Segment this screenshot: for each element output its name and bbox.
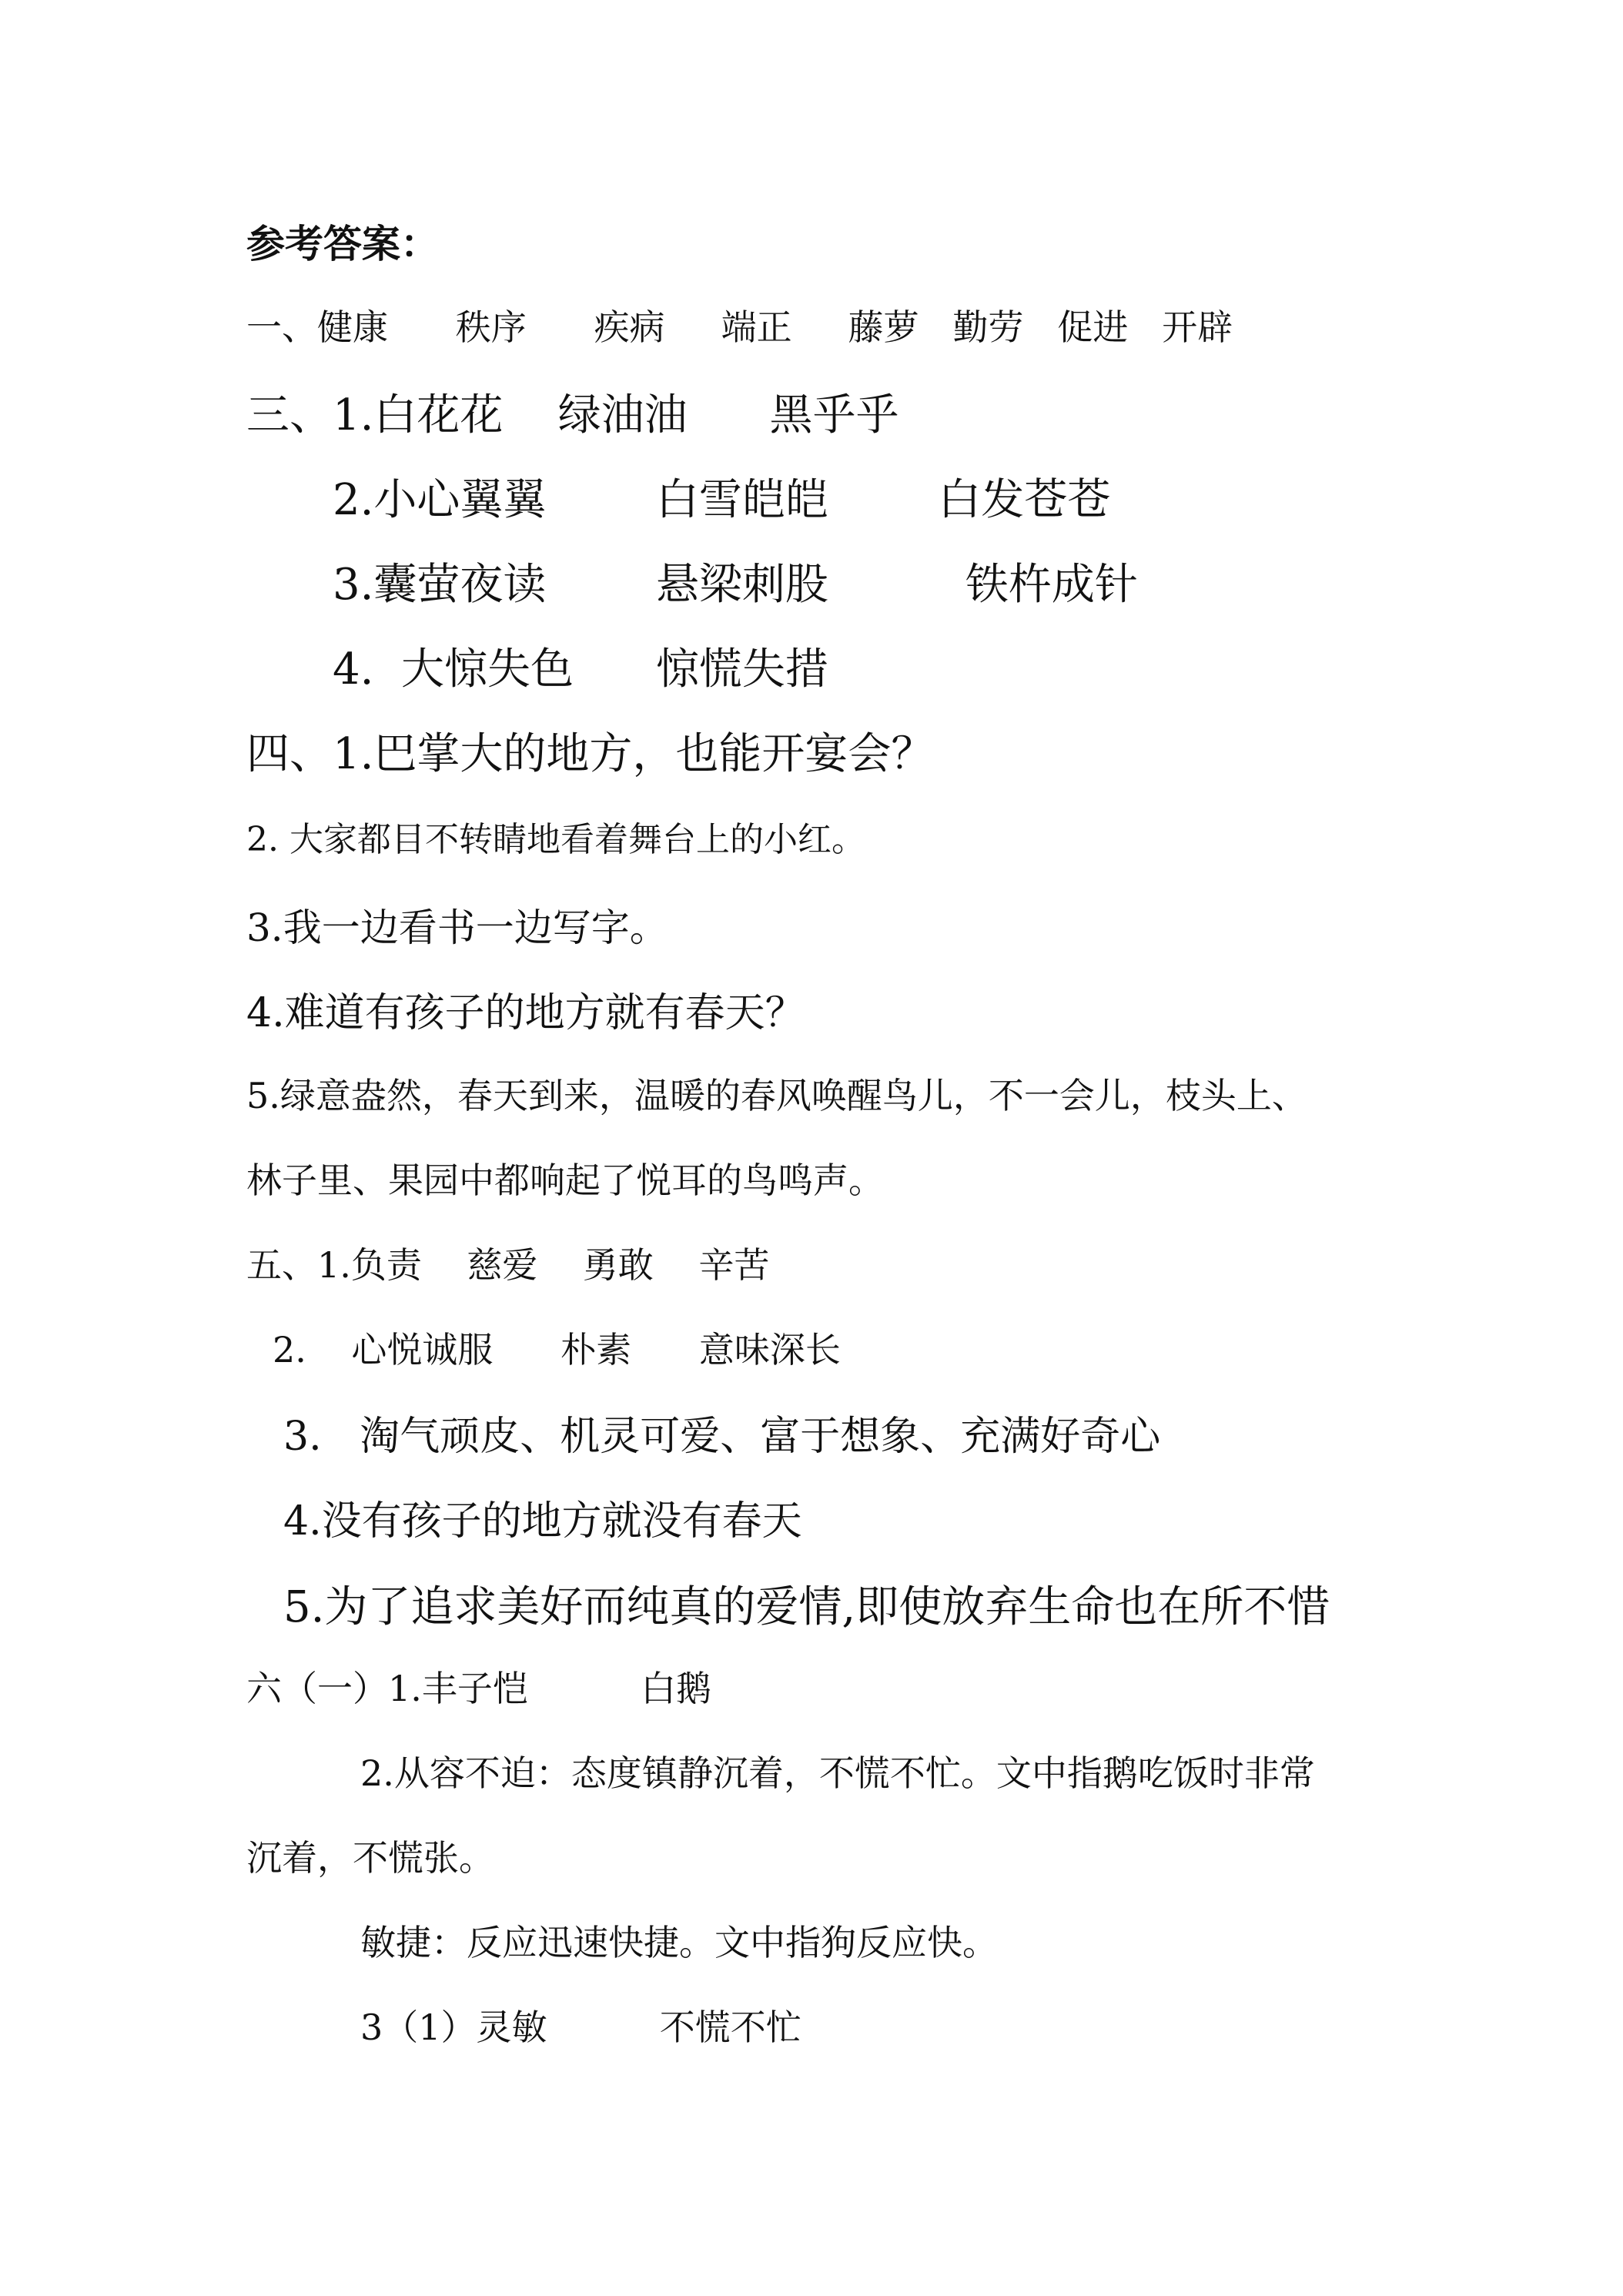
answer-line: 一、健康 秩序 疾病 端正 藤萝 勤劳 促进 开辟: [246, 306, 1233, 348]
answer-line: 5.绿意盎然，春天到来，温暖的春风唤醒鸟儿，不一会儿，枝头上、: [246, 1075, 1307, 1116]
answer-line: 六（一）1.丰子恺 白鹅: [246, 1668, 712, 1709]
answer-line: 5.为了追求美好而纯真的爱情,即使放弃生命也在所不惜: [283, 1582, 1330, 1632]
answer-line: 五、1.负责 慈爱 勇敢 辛苦: [246, 1244, 770, 1286]
answer-line: 2.从容不迫：态度镇静沉着，不慌不忙。文中指鹅吃饭时非常: [360, 1752, 1315, 1794]
answer-line: 敏捷：反应迅速快捷。文中指狗反应快。: [360, 1922, 998, 1963]
answer-line: 四、1.巴掌大的地方，也能开宴会？: [246, 729, 935, 779]
answer-line: 3. 淘气顽皮、机灵可爱、富于想象、充满好奇心: [283, 1414, 1161, 1460]
answer-line: 2.小心翼翼 白雪皑皑 白发苍苍: [333, 475, 1111, 525]
answer-line: 三、1.白花花 绿油油 黑乎乎: [246, 390, 899, 440]
answer-line: 4.难道有孩子的地方就有春天？: [246, 990, 805, 1036]
answer-line: 沉着，不慌张。: [246, 1837, 494, 1879]
answer-line: 3.囊萤夜读 悬梁刺股 铁杵成针: [333, 560, 1138, 610]
answer-line: 2. 大家都目不转睛地看着舞台上的小红。: [246, 820, 865, 859]
page-title: 参考答案：: [246, 222, 439, 266]
answer-line: 4. 大惊失色 惊慌失措: [333, 644, 828, 694]
answer-line: 3（1）灵敏 不慌不忙: [360, 2006, 801, 2048]
answer-line: 2. 心悦诚服 朴素 意味深长: [273, 1329, 841, 1371]
answer-line: 3.我一边看书一边写字。: [246, 905, 668, 950]
answer-line: 4.没有孩子的地方就没有春天: [283, 1498, 802, 1545]
answer-line: 林子里、果园中都响起了悦耳的鸟鸣声。: [246, 1160, 884, 1201]
